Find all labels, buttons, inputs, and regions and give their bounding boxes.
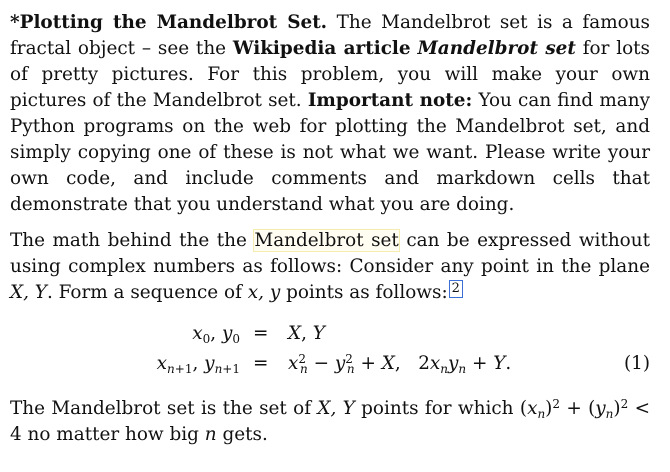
math-text-2: can be expressed without using complex numbers as follows: Consider any point in the plane (10, 230, 650, 277)
def-text-4: gets. (216, 424, 268, 445)
equation-rhs-initial: X, Y (288, 323, 325, 344)
def-inequality: $(x_n)^2 + (y_n)^2 < 4$ (10, 397, 650, 445)
def-text-3: no matter how big (21, 424, 205, 445)
important-note-label: Important note: (307, 90, 473, 111)
equation-equals-1: = (253, 323, 269, 344)
equation-lhs-recurrence: $x_{n+1}$, $y_{n+1}$ (156, 353, 240, 376)
equation-rhs-recurrence: $x^2_n - y^2_n + X$, $2x_ny_n + Y$. (288, 352, 512, 376)
intro-text-3: You can find many Python programs on the web for plotting the Mandelbrot set, and simply copying one of these is not what we want. Please write your own code, and include comments and markdown cells that demonstrate that you understand what you are doing. (10, 90, 650, 215)
equation-row-recurrence (10, 350, 650, 378)
wikipedia-article-title[interactable]: Mandelbrot set (417, 38, 576, 59)
intro-text-2: for lots of pretty pictures. For this problem, you will make your own pictures of the Mandelbrot set. (10, 38, 650, 111)
math-xy-lower: x, y (247, 282, 281, 303)
equation-equals-2: = (253, 353, 269, 374)
intro-text-1: The Mandelbrot set is a famous fractal object – see the (10, 12, 650, 59)
math-xy-upper: X, Y (10, 282, 47, 303)
document-page (10, 10, 650, 448)
math-text-3: . Form a sequence of (46, 282, 248, 303)
paragraph-set-definition (10, 396, 650, 448)
def-text-2: points for which (354, 398, 520, 419)
equation-row-initial (10, 320, 650, 348)
equation-block (10, 320, 650, 396)
equation-lhs-initial: $x_0$, $y_0$ (192, 323, 240, 346)
math-text-4: points as follows: (280, 282, 448, 303)
problem-heading: *Plotting the Mandelbrot Set. (10, 12, 328, 33)
def-xy-upper: X, Y (317, 398, 355, 419)
paragraph-plotting-intro (10, 10, 650, 218)
wikipedia-link-label[interactable]: Wikipedia article (232, 38, 411, 59)
def-text-1: The Mandelbrot set is the set of (10, 398, 318, 419)
footnote-link[interactable]: 2 (449, 280, 463, 298)
paragraph-math-behind (10, 228, 650, 306)
mandelbrot-set-link[interactable]: Mandelbrot set (254, 230, 399, 251)
def-n: n (204, 424, 217, 445)
math-text-1: The math behind the the (10, 230, 255, 251)
equation-number: (1) (623, 353, 650, 374)
